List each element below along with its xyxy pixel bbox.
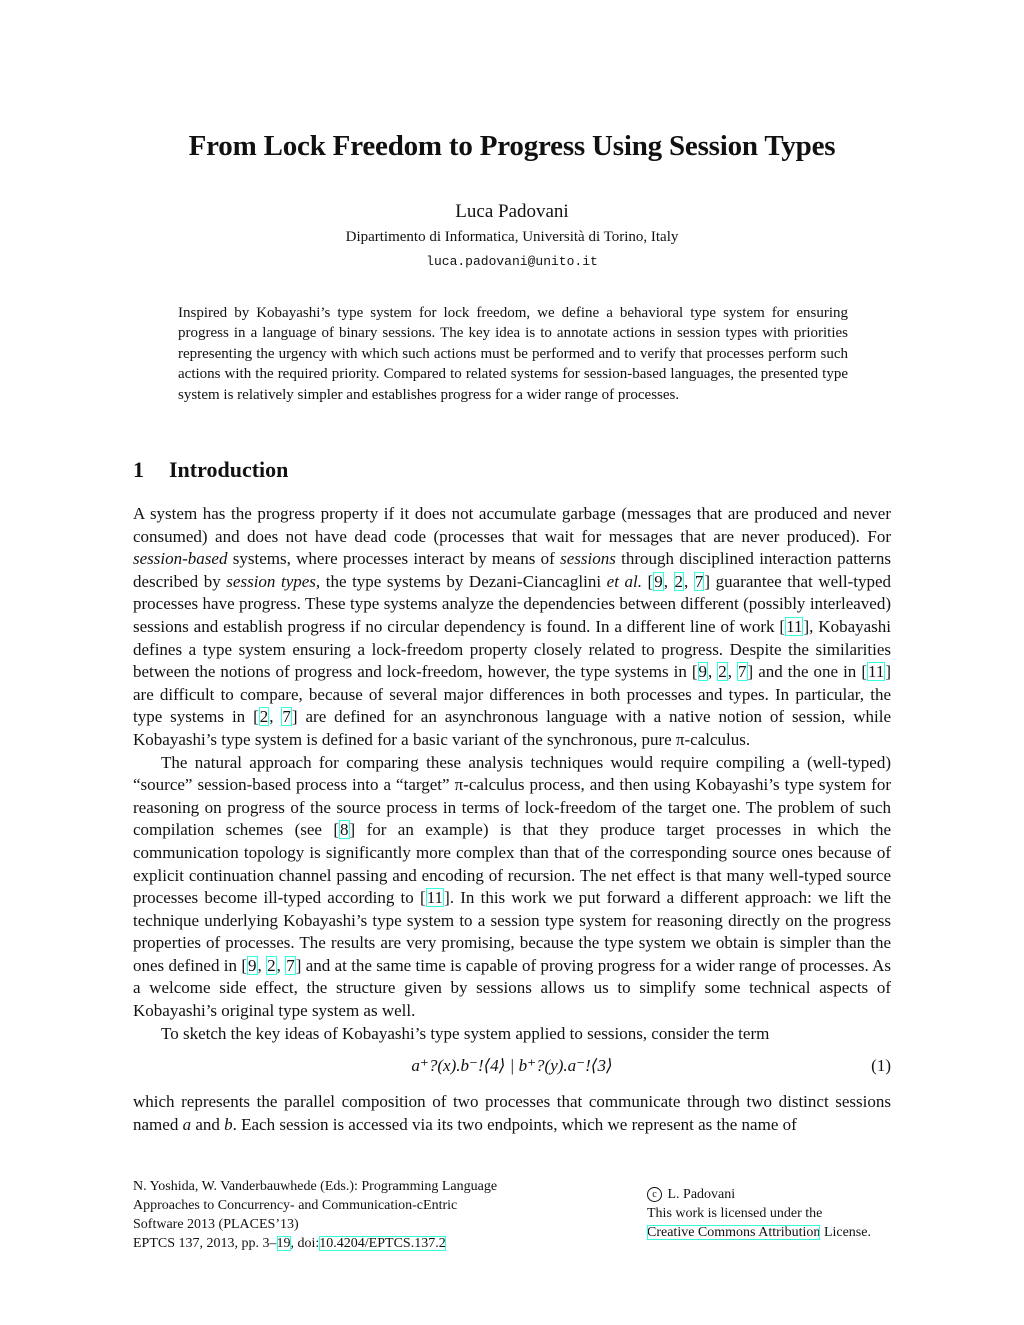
- citation-link[interactable]: 9: [654, 571, 663, 591]
- citation-link[interactable]: 11: [786, 616, 803, 636]
- copyright-holder: L. Padovani: [667, 1187, 736, 1202]
- footer-line: Approaches to Concurrency- and Communication-cEntric: [133, 1198, 458, 1213]
- paragraph-1: A system has the progress property if it does not accumulate garbage (messages that are produced and never consumed) and does not have dead code (processes that wait for messages that are never produced). For session-based systems, where processes interact by means of sessions through disciplined interaction patterns described by session types, the type systems by Dezani-Ciancaglini et al. [9, 2, 7] guarantee that well-typed processes have progress. These type systems analyze the dependencies between different (possibly interleaved) sessions and establish progress if no circular dependency is found. In a different line of work [11], Kobayashi defines a type system ensuring a lock-freedom property closely related to progress. Despite the similarities between the notions of progress and lock-freedom, however, the type systems in [9, 2, 7] and the one in [11] are difficult to compare, because of several major differences in both processes and types. In particular, the type systems in [2, 7] are defined for an asynchronous language with a native notion of session, while Kobayashi’s type system is defined for a basic variant of the synchronous, pure π-calculus.: [133, 504, 892, 749]
- citation-link[interactable]: 2: [259, 707, 269, 727]
- copyright-icon: c: [647, 1187, 662, 1202]
- citation-link[interactable]: 2: [718, 662, 727, 682]
- publication-footer: [133, 1177, 563, 1253]
- citation-link[interactable]: 7: [282, 707, 291, 727]
- paragraph-4: which represents the parallel composition of two processes that communicate through two distinct sessions named a and b. Each session is accessed via its two endpoints, which we represent as the name of: [133, 1092, 891, 1134]
- citation-link[interactable]: 11: [426, 888, 444, 908]
- citation-link[interactable]: 9: [698, 662, 708, 682]
- body-text: [133, 503, 891, 1136]
- citation-link[interactable]: 2: [267, 955, 276, 975]
- license-text: This work is licensed under the: [647, 1206, 823, 1221]
- citation-link[interactable]: 11: [867, 662, 885, 682]
- equation-number: (1): [871, 1056, 891, 1076]
- equation-1: [133, 1045, 891, 1091]
- license-footer: c L. Padovani This work is licensed under the Creative Commons Attribution License.: [647, 1185, 907, 1242]
- paper-title: From Lock Freedom to Progress Using Session Types: [188, 130, 836, 162]
- paragraph-2: The natural approach for comparing these analysis techniques would require compiling a (well-typed) “source” session-based process into a “target” π-calculus process, and then using Kobayashi’s type system for reasoning on progress of the source process in terms of lock-freedom of the target one. The problem of such compilation schemes (see [8] for an example) is that they produce target processes in which the communication topology is significantly more complex than that of the corresponding source ones because of explicit continuation channel passing and encoding of recursion. The net effect is that many well-typed source processes become ill-typed according to [11]. In this work we put forward a different approach: we lift the technique underlying Kobayashi’s type system to a session type system for reasoning directly on the progress properties of processes. The results are very promising, because the type system we obtain is simpler than the ones defined in [9, 2, 7] and at the same time is capable of proving progress for a wider range of processes. As a welcome side effect, the structure given by sessions allows us to simplify some technical aspects of Kobayashi’s original type system as well.: [133, 752, 892, 1021]
- paragraph-3: To sketch the key ideas of Kobayashi’s type system applied to sessions, consider the term: [161, 1023, 770, 1043]
- footer-line: EPTCS 137, 2013, pp. 3–19, doi:10.4204/EPTCS.137.2: [133, 1236, 446, 1251]
- license-link[interactable]: Creative Commons Attribution: [647, 1225, 821, 1240]
- footer-line: N. Yoshida, W. Vanderbauwhede (Eds.): Programming Language: [133, 1179, 498, 1194]
- citation-link[interactable]: 9: [248, 955, 257, 975]
- section-number: 1: [133, 457, 144, 482]
- citation-link[interactable]: 7: [738, 662, 747, 682]
- author-name: Luca Padovani: [455, 201, 569, 222]
- citation-link[interactable]: 8: [340, 820, 349, 840]
- author-affiliation: Dipartimento di Informatica, Università di Torino, Italy: [345, 229, 679, 245]
- citation-link[interactable]: 2: [674, 571, 684, 591]
- abstract: Inspired by Kobayashi’s type system for lock freedom, we define a behavioral type system for ensuring progress in a language of binary sessions. The key idea is to annotate actions in session types with priorities representing the urgency with which such actions must be performed and to verify that processes perform such actions with the required priority. Compared to related systems for session-based languages, the presented type system is relatively simpler and establishes progress for a wider range of processes.: [178, 305, 848, 403]
- equation-body: a⁺?(x).b⁻!⟨4⟩ | b⁺?(y).a⁻!⟨3⟩: [411, 1056, 613, 1076]
- citation-link[interactable]: 7: [694, 571, 704, 591]
- section-heading: [133, 457, 288, 483]
- author-email[interactable]: luca.padovani@unito.it: [426, 254, 598, 269]
- section-title: Introduction: [169, 457, 289, 482]
- doi-link[interactable]: 10.4204/EPTCS.137.2: [319, 1236, 446, 1251]
- footer-line: Software 2013 (PLACES’13): [133, 1217, 299, 1232]
- last-page-link[interactable]: 19: [276, 1236, 291, 1251]
- citation-link[interactable]: 7: [286, 955, 295, 975]
